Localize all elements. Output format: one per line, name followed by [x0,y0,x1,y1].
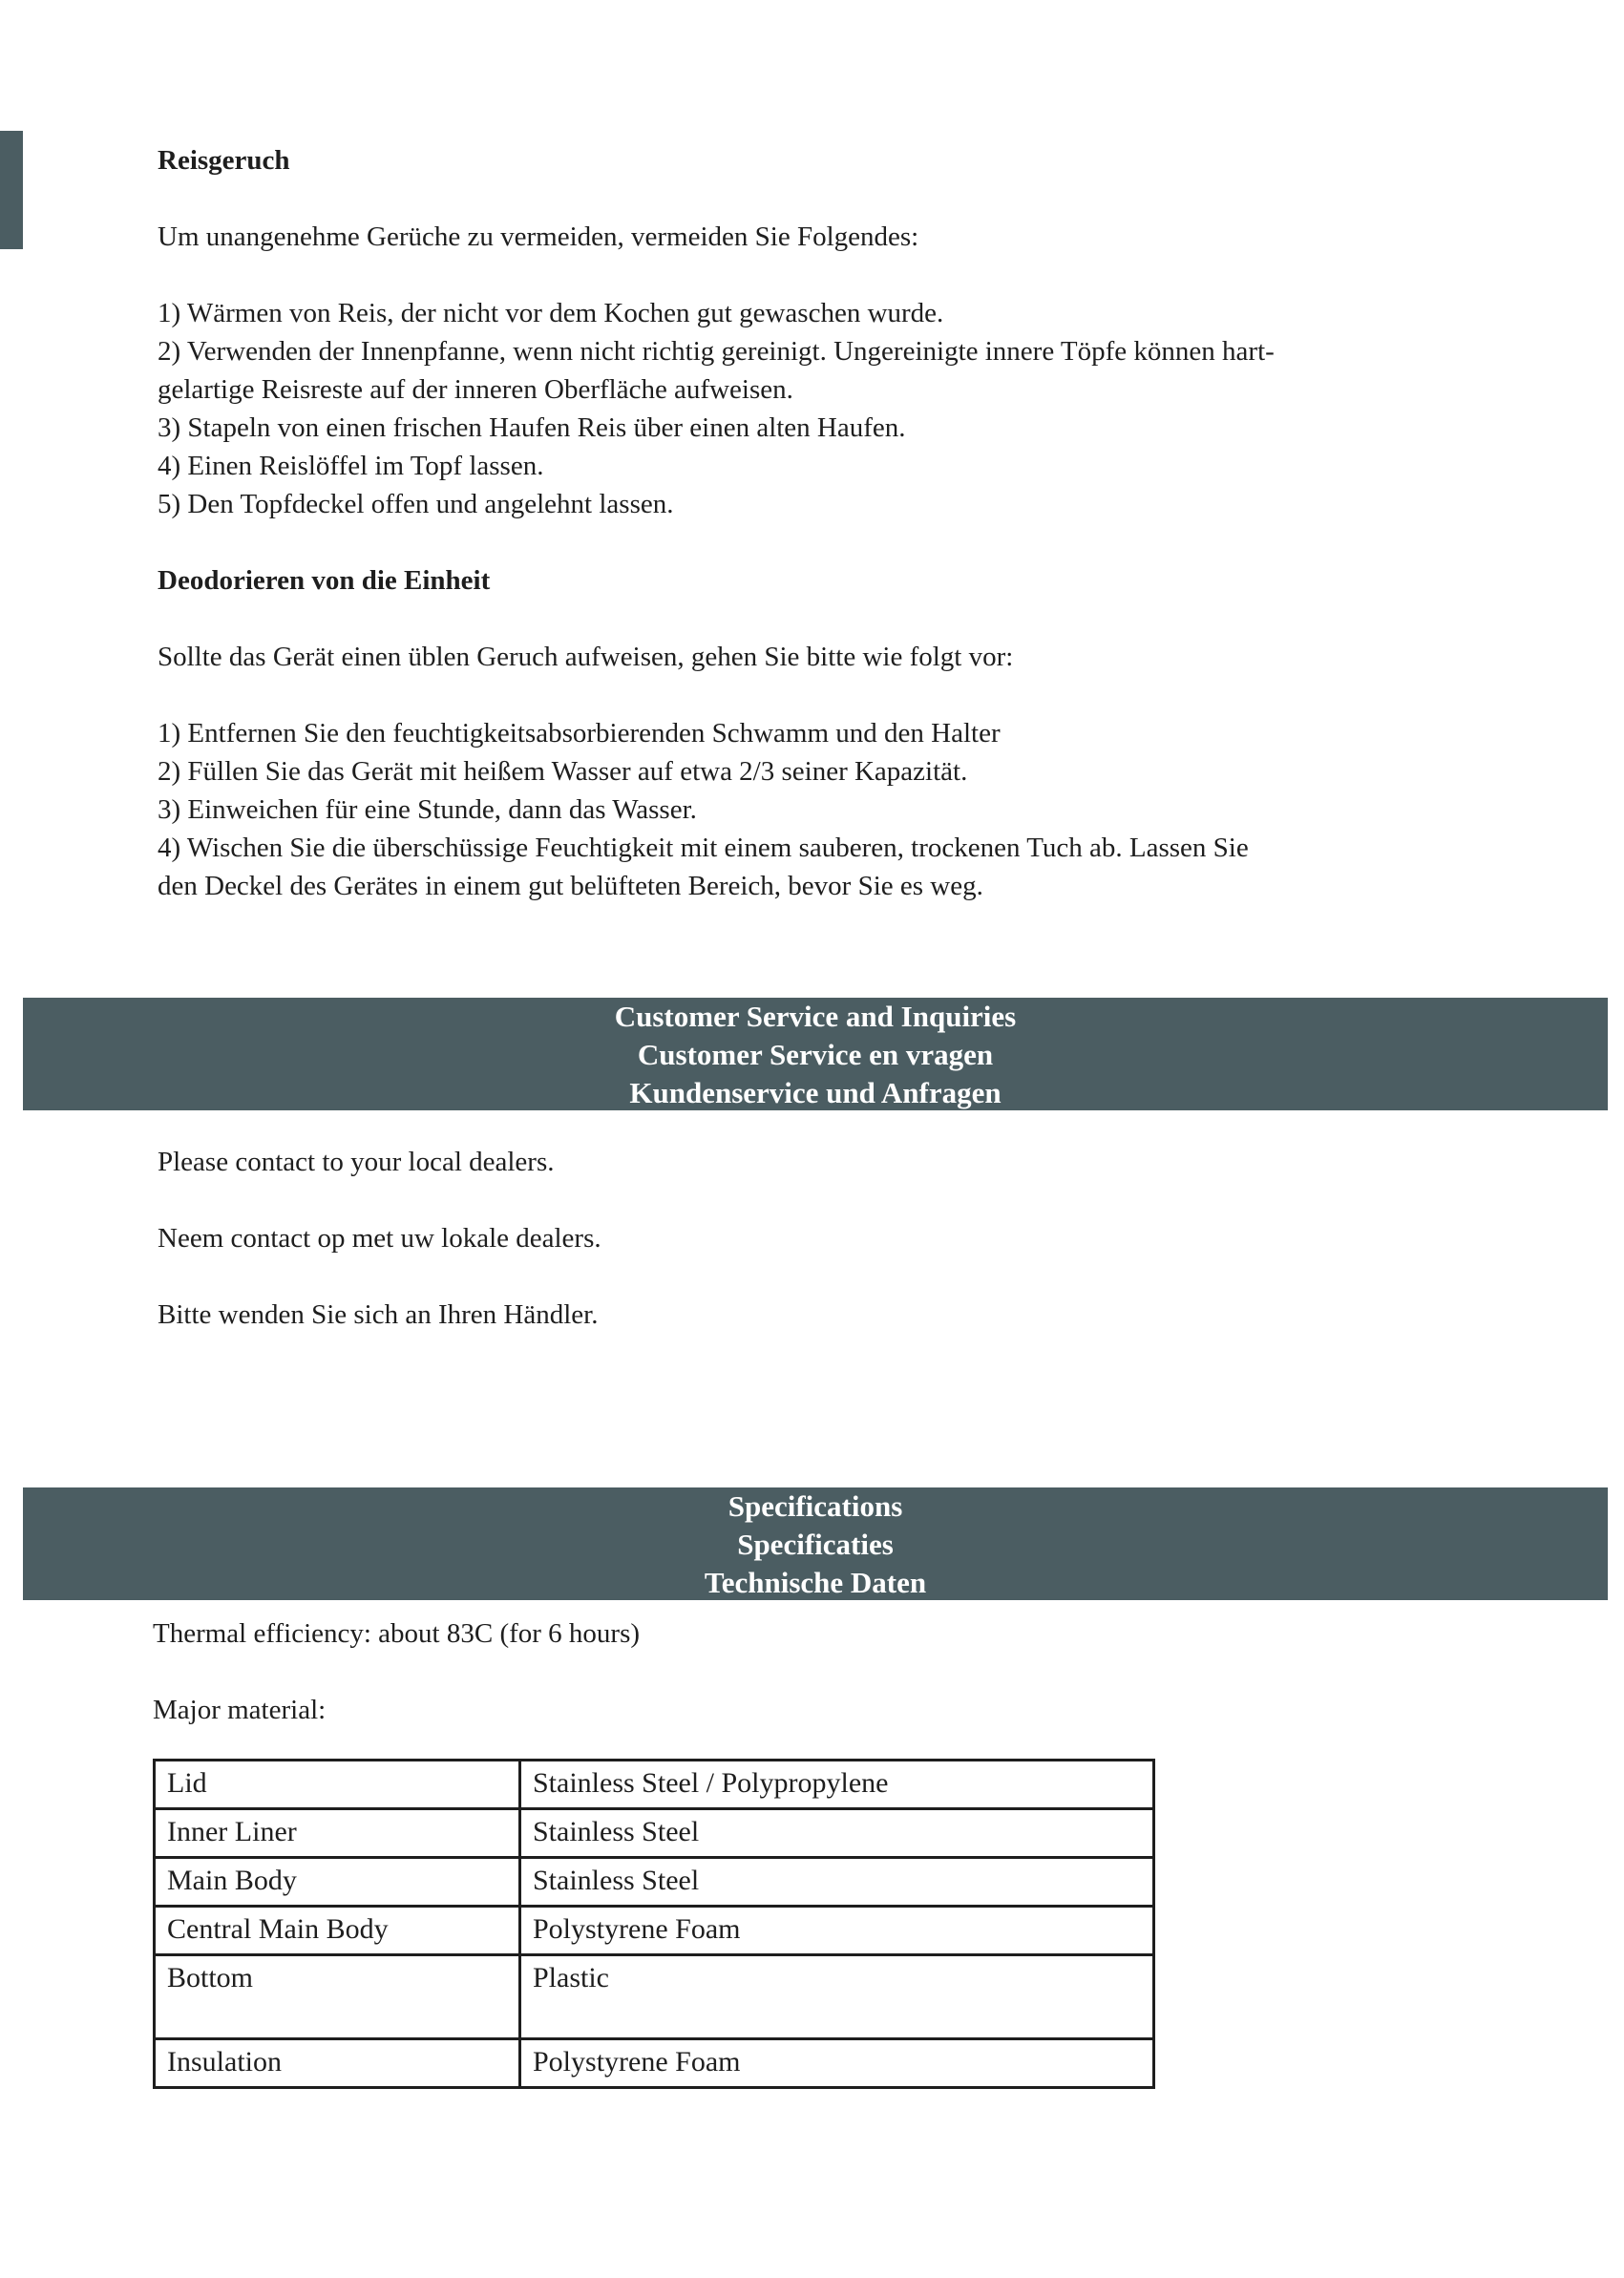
material-cell: Stainless Steel / Polypropylene [520,1761,1154,1809]
header-line-nl: Customer Service en vragen [637,1038,994,1071]
table-row [155,1907,1154,1955]
header-line-nl: Specificaties [737,1528,894,1561]
customer-service-body [158,1143,1399,1372]
part-cell: Insulation [155,2039,520,2088]
specifications-header [23,1487,1608,1600]
contact-line-de: Bitte wenden Sie sich an Ihren Händler. [158,1299,599,1330]
part-cell: Bottom [155,1955,520,2039]
list-item: 5) Den Topfdeckel offen und angelehnt lassen. [158,489,674,519]
part-cell: Main Body [155,1858,520,1907]
material-cell: Polystyrene Foam [520,2039,1154,2088]
material-cell: Polystyrene Foam [520,1907,1154,1955]
header-line-en: Customer Service and Inquiries [614,1000,1017,1033]
list-item: 1) Entfernen Sie den feuchtigkeitsabsorbierenden Schwamm und den Halter [158,718,1001,749]
list-item: 3) Einweichen für eine Stunde, dann das Wasser. [158,794,697,825]
contact-line-nl: Neem contact op met uw lokale dealers. [158,1223,601,1254]
table-row [155,1955,1154,2039]
part-cell: Lid [155,1761,520,1809]
deodorize-title: Deodorieren von die Einheit [158,565,491,596]
list-item: gelartige Reisreste auf der inneren Oberfläche aufweisen. [158,374,793,405]
odor-list [158,294,1475,523]
odor-section [158,141,1475,943]
table-row [155,1858,1154,1907]
specifications-body [153,1614,1394,1767]
deodorize-intro: Sollte das Gerät einen üblen Geruch aufweisen, gehen Sie bitte wie folgt vor: [158,642,1014,672]
table-row [155,1761,1154,1809]
deodorize-list [158,714,1475,905]
material-cell: Plastic [520,1955,1154,2039]
thermal-efficiency: Thermal efficiency: about 83C (for 6 hours) [153,1618,641,1649]
material-label: Major material: [153,1695,327,1725]
header-line-de: Technische Daten [704,1566,927,1599]
list-item: den Deckel des Gerätes in einem gut belüfteten Bereich, bevor Sie es weg. [158,871,983,901]
odor-title: Reisgeruch [158,145,290,176]
list-item: 2) Verwenden der Innenpfanne, wenn nicht richtig gereinigt. Ungereinigte innere Töpfe können hart- [158,336,1275,367]
material-cell: Stainless Steel [520,1809,1154,1858]
list-item: 4) Einen Reislöffel im Topf lassen. [158,451,544,481]
table-row [155,2039,1154,2088]
list-item: 1) Wärmen von Reis, der nicht vor dem Kochen gut gewaschen wurde. [158,298,944,328]
page-edge-tab [0,131,23,249]
header-line-de: Kundenservice und Anfragen [629,1076,1002,1109]
list-item: 4) Wischen Sie die überschüssige Feuchtigkeit mit einem sauberen, trockenen Tuch ab. Lassen Sie [158,833,1249,863]
customer-service-header [23,998,1608,1110]
part-cell: Inner Liner [155,1809,520,1858]
materials-table [153,1759,1155,2089]
contact-line-en: Please contact to your local dealers. [158,1147,555,1177]
header-line-en: Specifications [728,1489,903,1523]
part-cell: Central Main Body [155,1907,520,1955]
list-item: 2) Füllen Sie das Gerät mit heißem Wasser auf etwa 2/3 seiner Kapazität. [158,756,968,787]
material-cell: Stainless Steel [520,1858,1154,1907]
odor-intro: Um unangenehme Gerüche zu vermeiden, vermeiden Sie Folgendes: [158,221,919,252]
table-row [155,1809,1154,1858]
list-item: 3) Stapeln von einen frischen Haufen Reis über einen alten Haufen. [158,412,906,443]
